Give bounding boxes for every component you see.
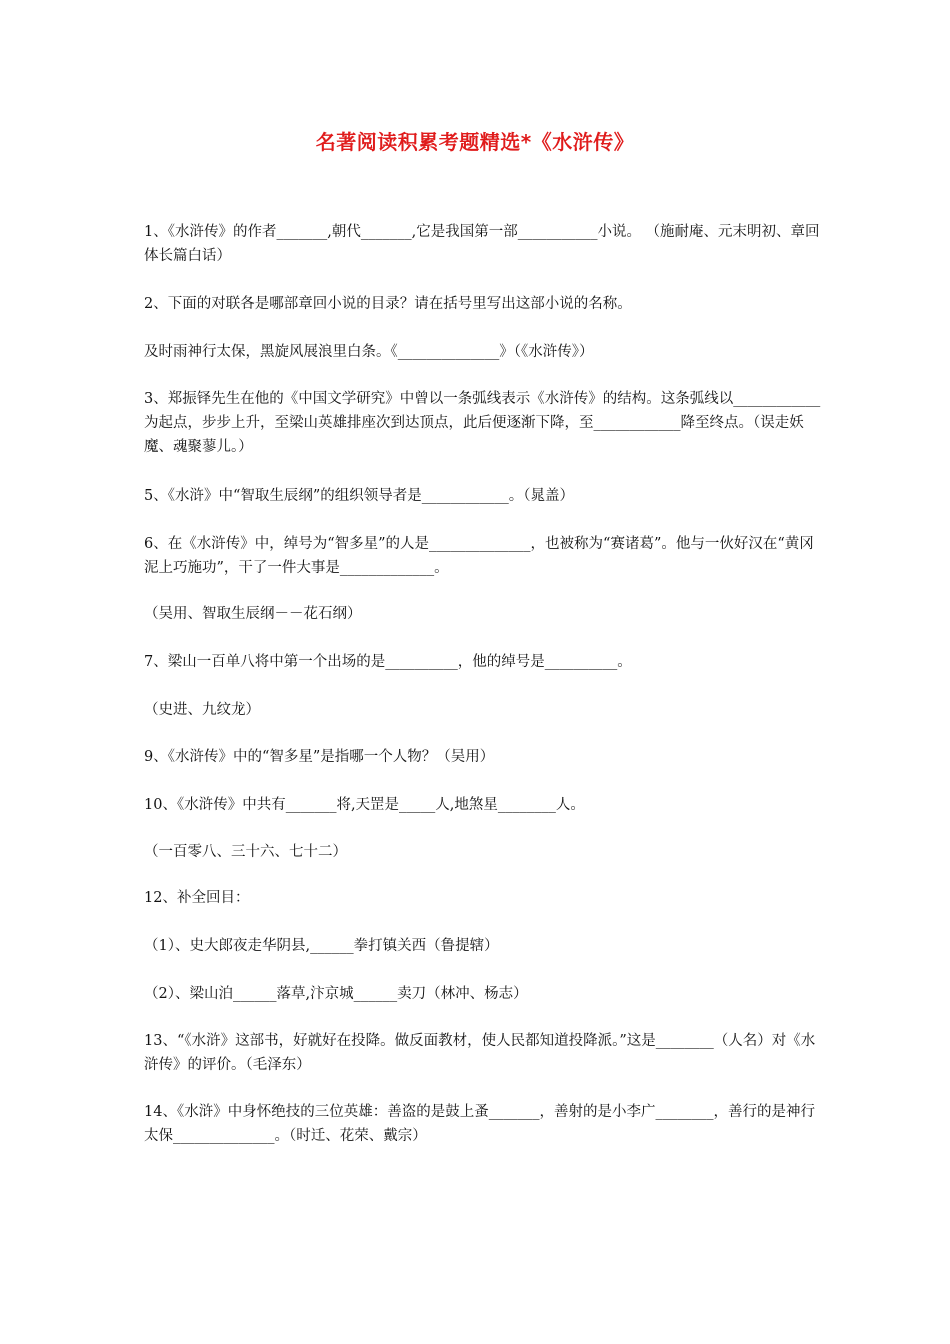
document-title: 名著阅读积累考题精选*《水浒传》: [315, 130, 635, 154]
question-6-answer: （吴用、智取生辰纲－－花石纲）: [144, 606, 362, 622]
question-7-answer: （史进、九纹龙）: [144, 702, 260, 718]
question-13: 13、“《水浒》这部书，好就好在投降。做反面教材，使人民都知道投降派。”这是________（人名）对《水浒传》的评价。（毛泽东）: [144, 1033, 816, 1073]
question-1: 1、《水浒传》的作者_______,朝代_______,它是我国第一部___________小说。 （施耐庵、元末明初、章回体长篇白话）: [144, 224, 820, 264]
question-6: 6、在《水浒传》中，绰号为“智多星”的人是______________，也被称为“赛诸葛”。他与一伙好汉在“黄冈泥上巧施功”，干了一件大事是_____________。: [144, 536, 814, 576]
question-2-couplet: 及时雨神行太保，黑旋风展浪里白条。《______________》（《水浒传》）: [144, 344, 594, 360]
question-2: 2、下面的对联各是哪部章回小说的目录？请在括号里写出这部小说的名称。: [144, 296, 632, 312]
question-12-item-1: （1）、史大郎夜走华阴县,______拳打镇关西（鲁提辖）: [144, 938, 499, 954]
question-10-answer: （一百零八、三十六、七十二）: [144, 844, 347, 860]
question-10: 10、《水浒传》中共有_______将,天罡是_____人,地煞星________人。: [144, 797, 585, 813]
question-12-item-2: （2）、梁山泊______落草,汴京城______卖刀（林冲、杨志）: [144, 986, 528, 1002]
question-5: 5、《水浒》中“智取生辰纲”的组织领导者是____________。（晁盖）: [144, 488, 575, 504]
question-9: 9、《水浒传》中的“智多星”是指哪一个人物？（吴用）: [144, 749, 495, 765]
question-3: 3、郑振铎先生在他的《中国文学研究》中曾以一条弧线表示《水浒传》的结构。这条弧线以____________为起点，步步上升，至梁山英雄排座次到达顶点，此后便逐渐下降，至____________降至终点。（误走妖魔、魂聚蓼儿。）: [144, 391, 821, 455]
question-12: 12、补全回目：: [144, 890, 250, 906]
question-7: 7、梁山一百单八将中第一个出场的是__________，他的绰号是__________。: [144, 654, 632, 670]
question-14: 14、《水浒》中身怀绝技的三位英雄：善盗的是鼓上蚤_______，善射的是小李广________，善行的是神行太保______________。（时迁、花荣、戴宗）: [144, 1104, 815, 1144]
